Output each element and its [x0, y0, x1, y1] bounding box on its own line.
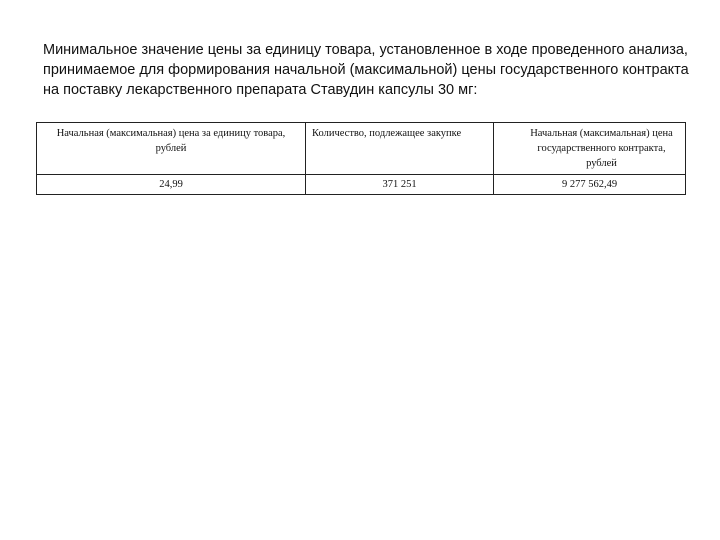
intro-line: на поставку лекарственного препарата Ставудин капсулы 30 мг:	[43, 82, 478, 98]
table-header-row	[37, 123, 686, 175]
header-quantity: Количество, подлежащее закупке	[306, 123, 494, 175]
price-table	[36, 122, 686, 195]
cell-contract-price: 9 277 562,49	[494, 175, 686, 195]
intro-line: принимаемое для формирования начальной (максимальной) цены государственного контракта	[43, 62, 689, 78]
header-contract-price: Начальная (максимальная) цена государственного контракта, рублей	[494, 123, 686, 175]
cell-unit-price: 24,99	[37, 175, 306, 195]
cell-quantity: 371 251	[306, 175, 494, 195]
header-unit-price: Начальная (максимальная) цена за единицу товара, рублей	[37, 123, 306, 175]
intro-line: Минимальное значение цены за единицу товара, установленное в ходе проведенного анализа,	[43, 42, 688, 58]
table-row	[37, 175, 686, 195]
intro-paragraph	[43, 40, 703, 100]
